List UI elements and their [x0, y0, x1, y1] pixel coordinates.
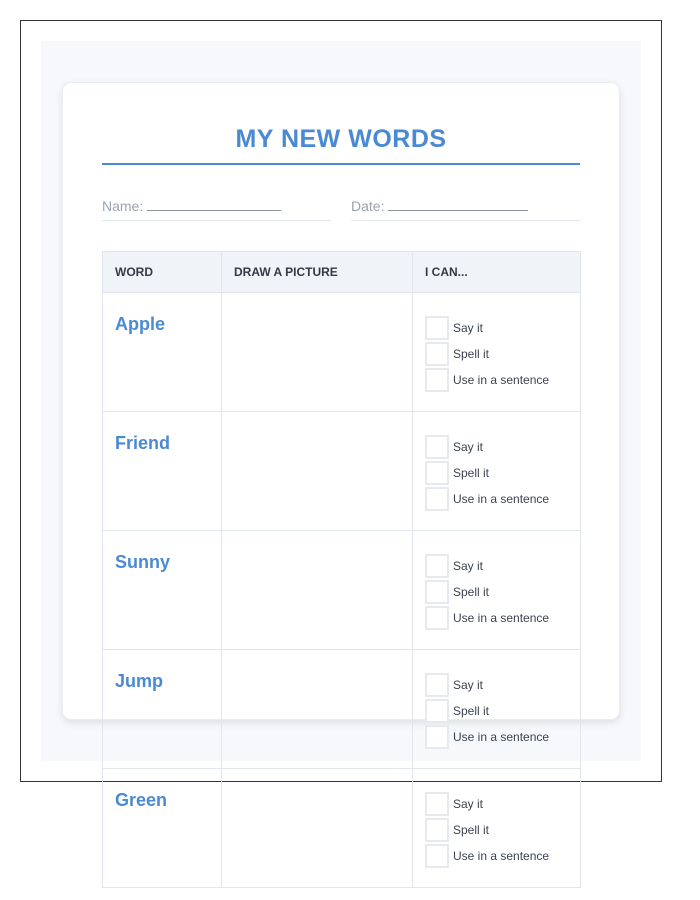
spell-it-checkbox[interactable] — [425, 818, 449, 842]
vocabulary-word: Jump — [115, 671, 164, 691]
table-row — [103, 769, 581, 888]
spell-it-label: Spell it — [453, 466, 490, 480]
checklist-item-sentence[interactable] — [425, 605, 580, 631]
checklist-item-sentence[interactable] — [425, 367, 580, 393]
i-can-cell — [413, 293, 581, 412]
use-in-sentence-checkbox[interactable] — [425, 606, 449, 630]
checklist-item-say[interactable] — [425, 791, 580, 817]
drawing-area[interactable] — [222, 412, 413, 531]
say-it-label: Say it — [453, 559, 484, 573]
say-it-label: Say it — [453, 678, 484, 692]
i-can-cell — [413, 531, 581, 650]
i-can-cell — [413, 769, 581, 888]
say-it-checkbox[interactable] — [425, 792, 449, 816]
i-can-cell — [413, 650, 581, 769]
checklist-item-spell[interactable] — [425, 341, 580, 367]
drawing-area[interactable] — [222, 531, 413, 650]
use-in-sentence-checkbox[interactable] — [425, 368, 449, 392]
drawing-area[interactable] — [222, 769, 413, 888]
table-row — [103, 650, 581, 769]
word-cell — [103, 412, 222, 531]
vocabulary-table — [102, 251, 581, 888]
spell-it-checkbox[interactable] — [425, 580, 449, 604]
use-in-sentence-label: Use in a sentence — [453, 849, 550, 863]
checklist-item-say[interactable] — [425, 315, 580, 341]
use-in-sentence-label: Use in a sentence — [453, 611, 550, 625]
say-it-checkbox[interactable] — [425, 316, 449, 340]
use-in-sentence-checkbox[interactable] — [425, 844, 449, 868]
checklist-item-spell[interactable] — [425, 698, 580, 724]
checklist-item-sentence[interactable] — [425, 486, 580, 512]
word-cell — [103, 650, 222, 769]
vocabulary-word: Friend — [115, 433, 171, 453]
spell-it-label: Spell it — [453, 823, 490, 837]
use-in-sentence-checkbox[interactable] — [425, 487, 449, 511]
name-field[interactable] — [102, 196, 331, 221]
use-in-sentence-label: Use in a sentence — [453, 373, 550, 387]
spell-it-label: Spell it — [453, 585, 490, 599]
say-it-label: Say it — [453, 321, 484, 335]
spell-it-label: Spell it — [453, 704, 490, 718]
date-label: Date: — [351, 198, 385, 214]
checklist-item-spell[interactable] — [425, 460, 580, 486]
drawing-area[interactable] — [222, 293, 413, 412]
column-header-word: WORD — [103, 252, 222, 293]
word-cell — [103, 531, 222, 650]
use-in-sentence-label: Use in a sentence — [453, 492, 550, 506]
say-it-label: Say it — [453, 797, 484, 811]
vocabulary-word: Apple — [115, 314, 166, 334]
vocabulary-word: Green — [115, 790, 168, 810]
say-it-label: Say it — [453, 440, 484, 454]
spell-it-label: Spell it — [453, 347, 490, 361]
vocabulary-word: Sunny — [115, 552, 171, 572]
drawing-area[interactable] — [222, 650, 413, 769]
spell-it-checkbox[interactable] — [425, 699, 449, 723]
worksheet-title: MY NEW WORDS — [235, 125, 447, 153]
date-blank-line[interactable] — [388, 196, 528, 211]
name-label: Name: — [102, 198, 144, 214]
word-cell — [103, 293, 222, 412]
table-row — [103, 293, 581, 412]
spell-it-checkbox[interactable] — [425, 461, 449, 485]
checklist-item-spell[interactable] — [425, 579, 580, 605]
table-row — [103, 412, 581, 531]
checklist-item-sentence[interactable] — [425, 843, 580, 869]
checklist-item-say[interactable] — [425, 672, 580, 698]
date-field[interactable] — [351, 196, 580, 221]
use-in-sentence-checkbox[interactable] — [425, 725, 449, 749]
column-header-draw: DRAW A PICTURE — [222, 252, 413, 293]
use-in-sentence-label: Use in a sentence — [453, 730, 550, 744]
title-divider — [102, 163, 580, 165]
say-it-checkbox[interactable] — [425, 673, 449, 697]
column-header-i-can: I CAN... — [413, 252, 581, 293]
say-it-checkbox[interactable] — [425, 435, 449, 459]
say-it-checkbox[interactable] — [425, 554, 449, 578]
checklist-item-sentence[interactable] — [425, 724, 580, 750]
name-blank-line[interactable] — [147, 196, 281, 211]
checklist-item-spell[interactable] — [425, 817, 580, 843]
table-header-row — [103, 252, 581, 293]
word-cell — [103, 769, 222, 888]
spell-it-checkbox[interactable] — [425, 342, 449, 366]
checklist-item-say[interactable] — [425, 434, 580, 460]
i-can-cell — [413, 412, 581, 531]
checklist-item-say[interactable] — [425, 553, 580, 579]
table-row — [103, 531, 581, 650]
